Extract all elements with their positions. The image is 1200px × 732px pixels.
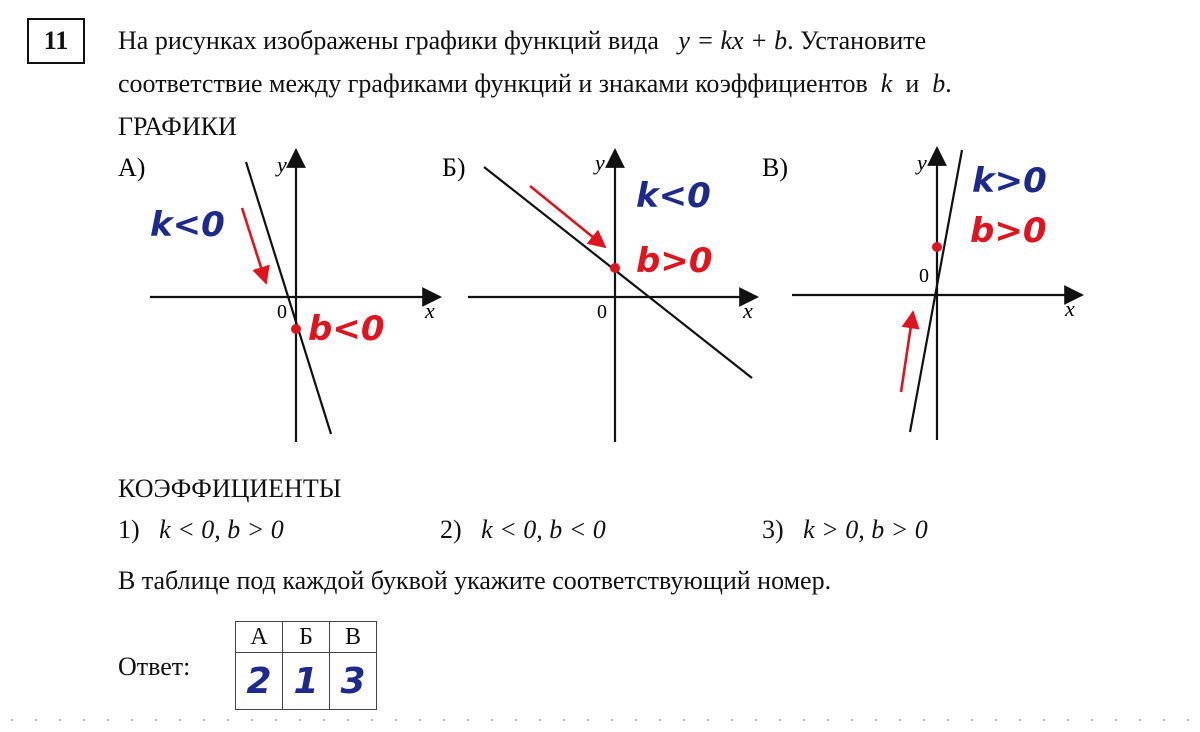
graph-c-origin: 0 bbox=[919, 265, 929, 287]
coefficient-option-2 bbox=[440, 515, 606, 545]
answer-header-v: В bbox=[330, 622, 377, 653]
graph-c-red-arrow bbox=[901, 312, 913, 392]
graph-b-label: Б) bbox=[442, 153, 466, 182]
intro-text: На рисунках изображены графики функций вида bbox=[118, 26, 659, 55]
instruction: В таблице под каждой буквой укажите соответствующий номер. bbox=[118, 566, 832, 595]
graph-a-intercept-dot bbox=[291, 324, 301, 334]
graph-b-red-arrow bbox=[530, 186, 605, 247]
graph-b-origin: 0 bbox=[597, 301, 607, 323]
b-variable: b bbox=[932, 69, 946, 98]
formula: y = kx + b bbox=[678, 26, 788, 55]
answer-cell-b[interactable]: 1 bbox=[283, 653, 330, 710]
graph-b bbox=[442, 150, 757, 442]
answer-value-row bbox=[236, 653, 377, 710]
graph-b-y-label: y bbox=[595, 150, 605, 175]
graph-c-note-k: k>0 bbox=[972, 161, 1047, 201]
graph-b-intercept-dot bbox=[610, 263, 620, 273]
intro-text-2: соответствие между графиками функций и знаками коэффициентов bbox=[118, 69, 868, 98]
graph-c-x-label: x bbox=[1065, 296, 1075, 321]
graph-c bbox=[762, 148, 1082, 440]
graph-a-y-label: y bbox=[277, 152, 287, 177]
graph-b-note-k: k<0 bbox=[636, 176, 711, 216]
coefficients-heading: КОЭФФИЦИЕНТЫ bbox=[118, 474, 342, 503]
intro-text-end: . Установите bbox=[787, 26, 927, 55]
coefficient-number: 3) bbox=[762, 515, 784, 544]
graph-a-label: А) bbox=[118, 153, 146, 182]
coefficient-text: k < 0, b < 0 bbox=[481, 515, 606, 544]
coefficient-option-3 bbox=[762, 515, 928, 545]
coefficient-number: 2) bbox=[440, 515, 462, 544]
graph-a bbox=[118, 150, 440, 442]
graph-a-origin: 0 bbox=[277, 301, 287, 323]
answer-cell-v[interactable]: 3 bbox=[330, 653, 377, 710]
graph-c-note-b: b>0 bbox=[970, 211, 1047, 251]
answer-header-b: Б bbox=[283, 622, 330, 653]
graph-c-label: В) bbox=[762, 153, 788, 182]
graph-a-note-b: b<0 bbox=[308, 309, 385, 349]
graph-c-intercept-dot bbox=[932, 242, 942, 252]
coefficient-text: k < 0, b > 0 bbox=[159, 515, 284, 544]
graph-a-red-arrow bbox=[242, 208, 266, 283]
answer-table bbox=[235, 621, 377, 710]
coefficient-option-1 bbox=[118, 515, 284, 545]
graph-a-note-k: k<0 bbox=[150, 205, 225, 245]
answer-label: Ответ: bbox=[118, 652, 191, 681]
graphs-heading: ГРАФИКИ bbox=[118, 112, 237, 141]
answer-header-row bbox=[236, 622, 377, 653]
coefficient-number: 1) bbox=[118, 515, 140, 544]
k-variable: k bbox=[880, 69, 893, 98]
graph-b-note-b: b>0 bbox=[636, 241, 713, 281]
period: . bbox=[945, 69, 952, 98]
coefficient-text: k > 0, b > 0 bbox=[803, 515, 928, 544]
answer-cell-a[interactable]: 2 bbox=[236, 653, 283, 710]
and-word: и bbox=[905, 69, 920, 98]
answer-header-a: А bbox=[236, 622, 283, 653]
task-number: 11 bbox=[27, 18, 85, 64]
graph-b-x-label: x bbox=[743, 298, 753, 323]
graph-a-x-label: x bbox=[425, 298, 435, 323]
page-edge-dotted-border bbox=[0, 718, 1200, 722]
graph-c-y-label: y bbox=[917, 150, 927, 175]
